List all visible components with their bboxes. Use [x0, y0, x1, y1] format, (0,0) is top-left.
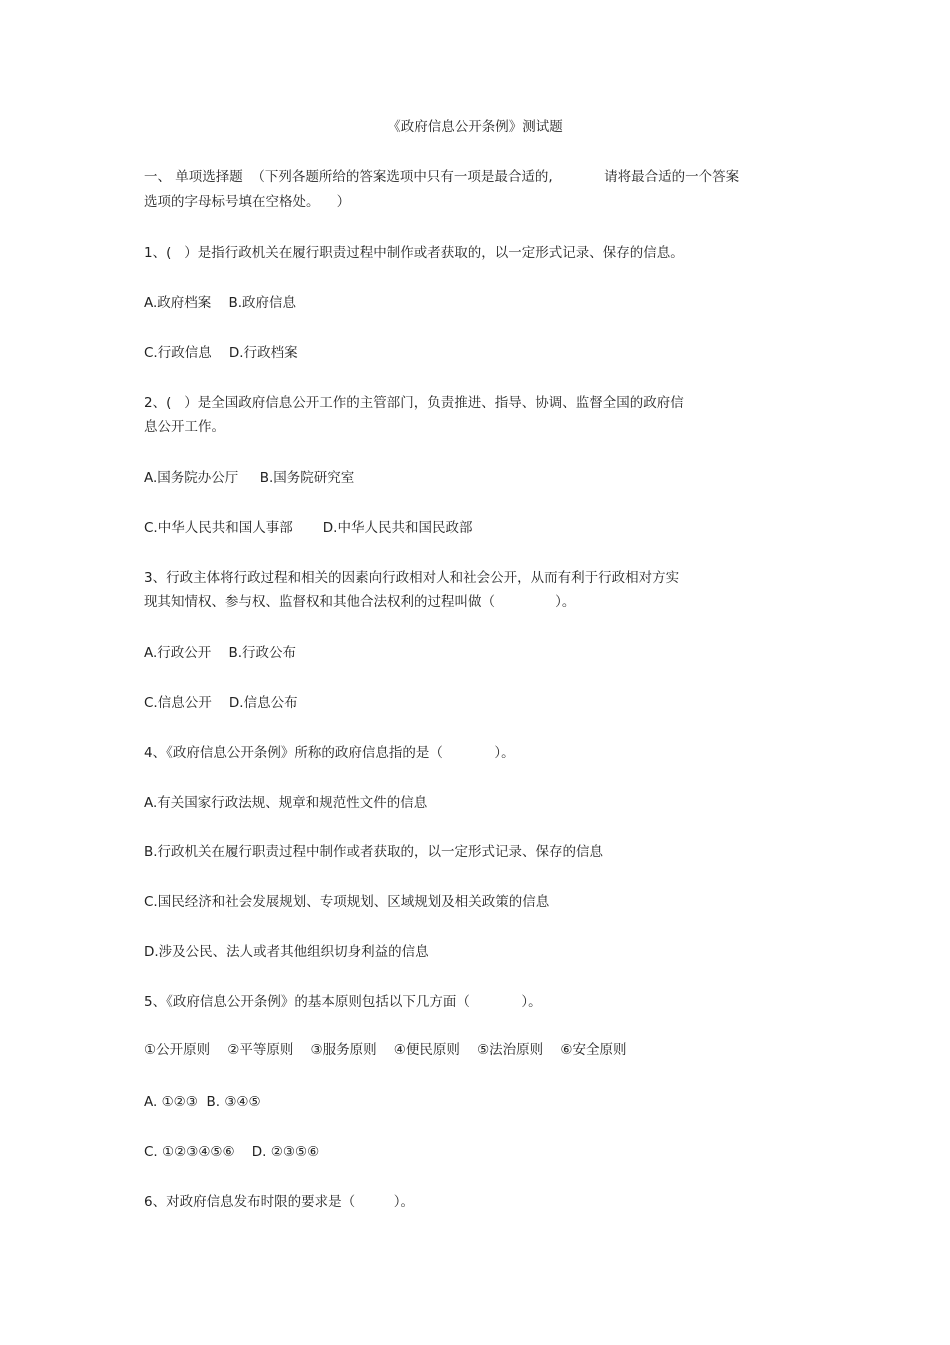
question-5-stem: 5、《政府信息公开条例》的基本原则包括以下几方面（ ）。 [144, 994, 542, 1010]
question-2-stem-line-1: 2、( ）是全国政府信息公开工作的主管部门，负责推进、指导、协调、监督全国的政府信 [144, 395, 684, 411]
question-4-option-d: D.涉及公民、法人或者其他组织切身利益的信息 [144, 944, 429, 960]
question-2-options-ab: A.国务院办公厅 B.国务院研究室 [144, 470, 355, 486]
question-3-options-ab: A.行政公开 B.行政公布 [144, 645, 297, 661]
section-heading-line-1: 一、 单项选择题 （下列各题所给的答案选项中只有一项是最合适的, 请将最合适的一个答案 [144, 169, 740, 185]
question-5-options-ab: A. ①②③ B. ③④⑤ [144, 1094, 261, 1110]
question-2-options-cd: C.中华人民共和国人事部 D.中华人民共和国民政部 [144, 520, 473, 536]
question-1-options-cd: C.行政信息 D.行政档案 [144, 345, 298, 361]
question-2-stem-line-2: 息公开工作。 [144, 419, 225, 435]
question-4-option-a: A.有关国家行政法规、规章和规范性文件的信息 [144, 795, 428, 811]
question-1-stem: 1、( ）是指行政机关在履行职责过程中制作或者获取的，以一定形式记录、保存的信息。 [144, 245, 684, 261]
question-3-stem-line-2: 现其知情权、参与权、监督权和其他合法权利的过程叫做（ ）。 [144, 594, 576, 610]
question-3-stem-line-1: 3、行政主体将行政过程和相关的因素向行政相对人和社会公开，从而有利于行政相对方实 [144, 570, 680, 586]
question-1-options-ab: A.政府档案 B.政府信息 [144, 295, 297, 311]
question-6-stem: 6、对政府信息发布时限的要求是（ ）。 [144, 1194, 414, 1210]
section-heading-line-2: 选项的字母标号填在空格处。 ） [144, 194, 351, 210]
question-4-option-c: C.国民经济和社会发展规划、专项规划、区域规划及相关政策的信息 [144, 894, 550, 910]
question-5-options-cd: C. ①②③④⑤⑥ D. ②③⑤⑥ [144, 1144, 320, 1160]
question-4-option-b: B.行政机关在履行职责过程中制作或者获取的，以一定形式记录、保存的信息 [144, 844, 604, 860]
document-title: 《政府信息公开条例》测试题 [387, 119, 563, 135]
question-5-principles: ①公开原则 ②平等原则 ③服务原则 ④便民原则 ⑤法治原则 ⑥安全原则 [144, 1042, 627, 1058]
question-4-stem: 4、《政府信息公开条例》所称的政府信息指的是（ ）。 [144, 745, 515, 761]
question-3-options-cd: C.信息公开 D.信息公布 [144, 695, 298, 711]
